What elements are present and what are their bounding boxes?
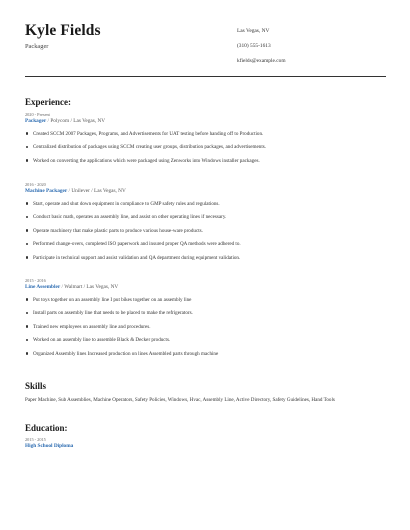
list-item: Trained new employees on assembly line and procedures.: [25, 324, 385, 338]
job-role: Line Assembler: [25, 283, 61, 290]
contact-location: Las Vegas, NV: [237, 28, 270, 34]
job-header: [25, 118, 385, 125]
list-item: Centralized distribution of packages using SCCM creating user groups, distribution packages, and advertisements.: [25, 144, 385, 158]
education-heading: Education:: [25, 423, 68, 433]
job-company: Walmart / Las Vegas, NV: [64, 283, 119, 290]
header-divider: [25, 76, 386, 77]
candidate-name: Kyle Fields: [25, 22, 101, 39]
job-dates: 2015 - 2016: [25, 278, 46, 283]
candidate-title: Packager: [25, 43, 49, 50]
job-header: [25, 188, 385, 195]
job-role: Packager: [25, 117, 47, 124]
list-item: Worked on an assembly line to assemble Black & Decker products.: [25, 337, 385, 351]
list-item: Put toys together on an assembly line I put bikes together on an assembly line: [25, 297, 385, 311]
list-item: Worked on converting the applications which were packaged using Zenworks into Windows installer packages.: [25, 158, 385, 172]
skills-heading: Skills: [25, 381, 47, 391]
skills-list: Paper Machine, Sub Assemblies, Machine Operators, Safety Policies, Windows, Hvac, Assembly Line, Active Directory, Safety Guidelines, Hand Tools: [25, 397, 335, 403]
education-dates: 2015 - 2015: [25, 437, 46, 442]
list-item: Install parts on assembly line that needs to be placed to make the refrigerators.: [25, 310, 385, 324]
list-item: Participate in technical support and assist validation and QA department during equipment validation.: [25, 255, 385, 269]
job-entry-2: [25, 182, 385, 268]
job-bullets: [25, 131, 385, 172]
job-role: Machine Packager: [25, 187, 68, 194]
job-dates: 2020 - Present: [25, 112, 50, 117]
contact-phone: (310) 555-1613: [237, 43, 271, 49]
list-item: Start, operate and shut down equipment in compliance to GMP safety rules and regulations.: [25, 201, 385, 215]
experience-heading: Experience:: [25, 97, 71, 107]
contact-email[interactable]: kfields@example.com: [237, 58, 286, 64]
job-separator: /: [46, 117, 51, 124]
job-company: Polycom / Las Vegas, NV: [50, 117, 106, 124]
list-item: Organized Assembly lines Increased production on lines Assembled parts through machine: [25, 351, 385, 365]
list-item: Operate machinery that make plastic parts to produce various house-ware products.: [25, 228, 385, 242]
job-bullets: [25, 201, 385, 269]
education-entry: [25, 437, 73, 450]
job-separator: /: [60, 283, 65, 290]
job-entry-1: [25, 112, 385, 171]
list-item: Created SCCM 2007 Packages, Programs, and Advertisements for UAT testing before handing off to Production.: [25, 131, 385, 145]
job-bullets: [25, 297, 385, 365]
contact-block: [237, 28, 286, 73]
list-item: Performed change-overs, completed ISO paperwork and insured proper QA methods were adhered to.: [25, 241, 385, 255]
job-dates: 2016 - 2020: [25, 182, 46, 187]
job-header: [25, 284, 385, 291]
job-separator: /: [67, 187, 72, 194]
job-entry-3: [25, 278, 385, 364]
list-item: Conduct basic math, operates an assembly line, and assist on other operating lines if necessary.: [25, 214, 385, 228]
job-company: Unilever / Las Vegas, NV: [71, 187, 126, 194]
education-degree: High School Diploma: [25, 442, 74, 449]
